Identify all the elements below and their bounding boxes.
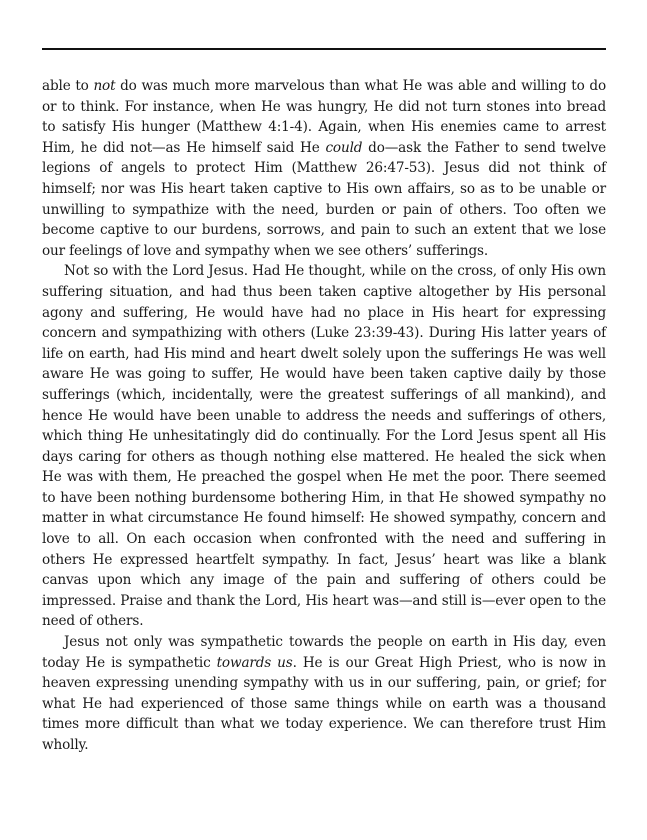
paragraph-3: [42, 632, 606, 756]
emphasis-text: towards us: [216, 654, 293, 671]
emphasis-text: not: [93, 78, 116, 94]
text-run: . He is our Great High Priest, who is now in heaven expressing unending sympathy with us in our suffering, pain, or grief; for what He had experienced of those same things while on earth was a thousand times more difficult than what we today experience. We can therefore trust Him wholly.: [42, 654, 606, 753]
text-run: Jesus not only was sympathetic towards the people on earth in His day, even today He is sympathetic: [42, 634, 606, 671]
text-run: able to: [42, 78, 94, 94]
paragraph-2: [42, 261, 606, 632]
text-run: Not so with the Lord Jesus. Had He thought, while on the cross, of only His own suffering situation, and had thus been taken captive altogether by His personal agony and suffering, He would have had no place in His heart for expressing concern and sympathizing with others (Luke 23:39-43). During His latter years of life on earth, had His mind and heart dwelt solely upon the sufferings He was well aware He was going to suffer, He would have been taken captive daily by those sufferings (which, incidentally, were the greatest sufferings of all mankind), and hence He would have been unable to address the needs and sufferings of others, which thing He unhesitatingly did do continually. For the Lord Jesus spent all His days caring for others as though nothing else mattered. He healed the sick when He was with them, He preached the gospel when He met the poor. There seemed to have been nothing burdensome bothering Him, in that He showed sympathy no matter in what circumstance He found himself: He showed sympathy, concern and love to all. On each occasion when confronted with the need and suffering in others He expressed heartfelt sympathy. In fact, Jesus’ heart was like a blank canvas upon which any image of the pain and suffering of others could be impressed. Praise and thank the Lord, His heart was—and still is—ever open to the need of others.: [42, 263, 606, 630]
emphasis-text: could: [325, 139, 363, 156]
text-run: do was much more marvelous than what He was able and willing to do or to think. For instance, when He was hungry, He did not turn stones into bread to satisfy His hunger (Matthew 4:1-4). Again, when His enemies came to arrest Him, he did not—as He himself said He: [42, 78, 606, 156]
text-run: do—ask the Father to send twelve legions of angels to protect Him (Matthew 26:47-53). Jesus did not think of himself; nor was His heart taken captive to His own affairs, so as to be unable or unwilling to sympathize with the need, burden or pain of others. Too often we become captive to our burdens, sorrows, and pain to such an extent that we lose our feelings of love and sympathy when we see others’ sufferings.: [42, 139, 606, 259]
body-text: [42, 76, 606, 756]
paragraph-1: [42, 76, 606, 261]
header-rule: [42, 48, 606, 50]
